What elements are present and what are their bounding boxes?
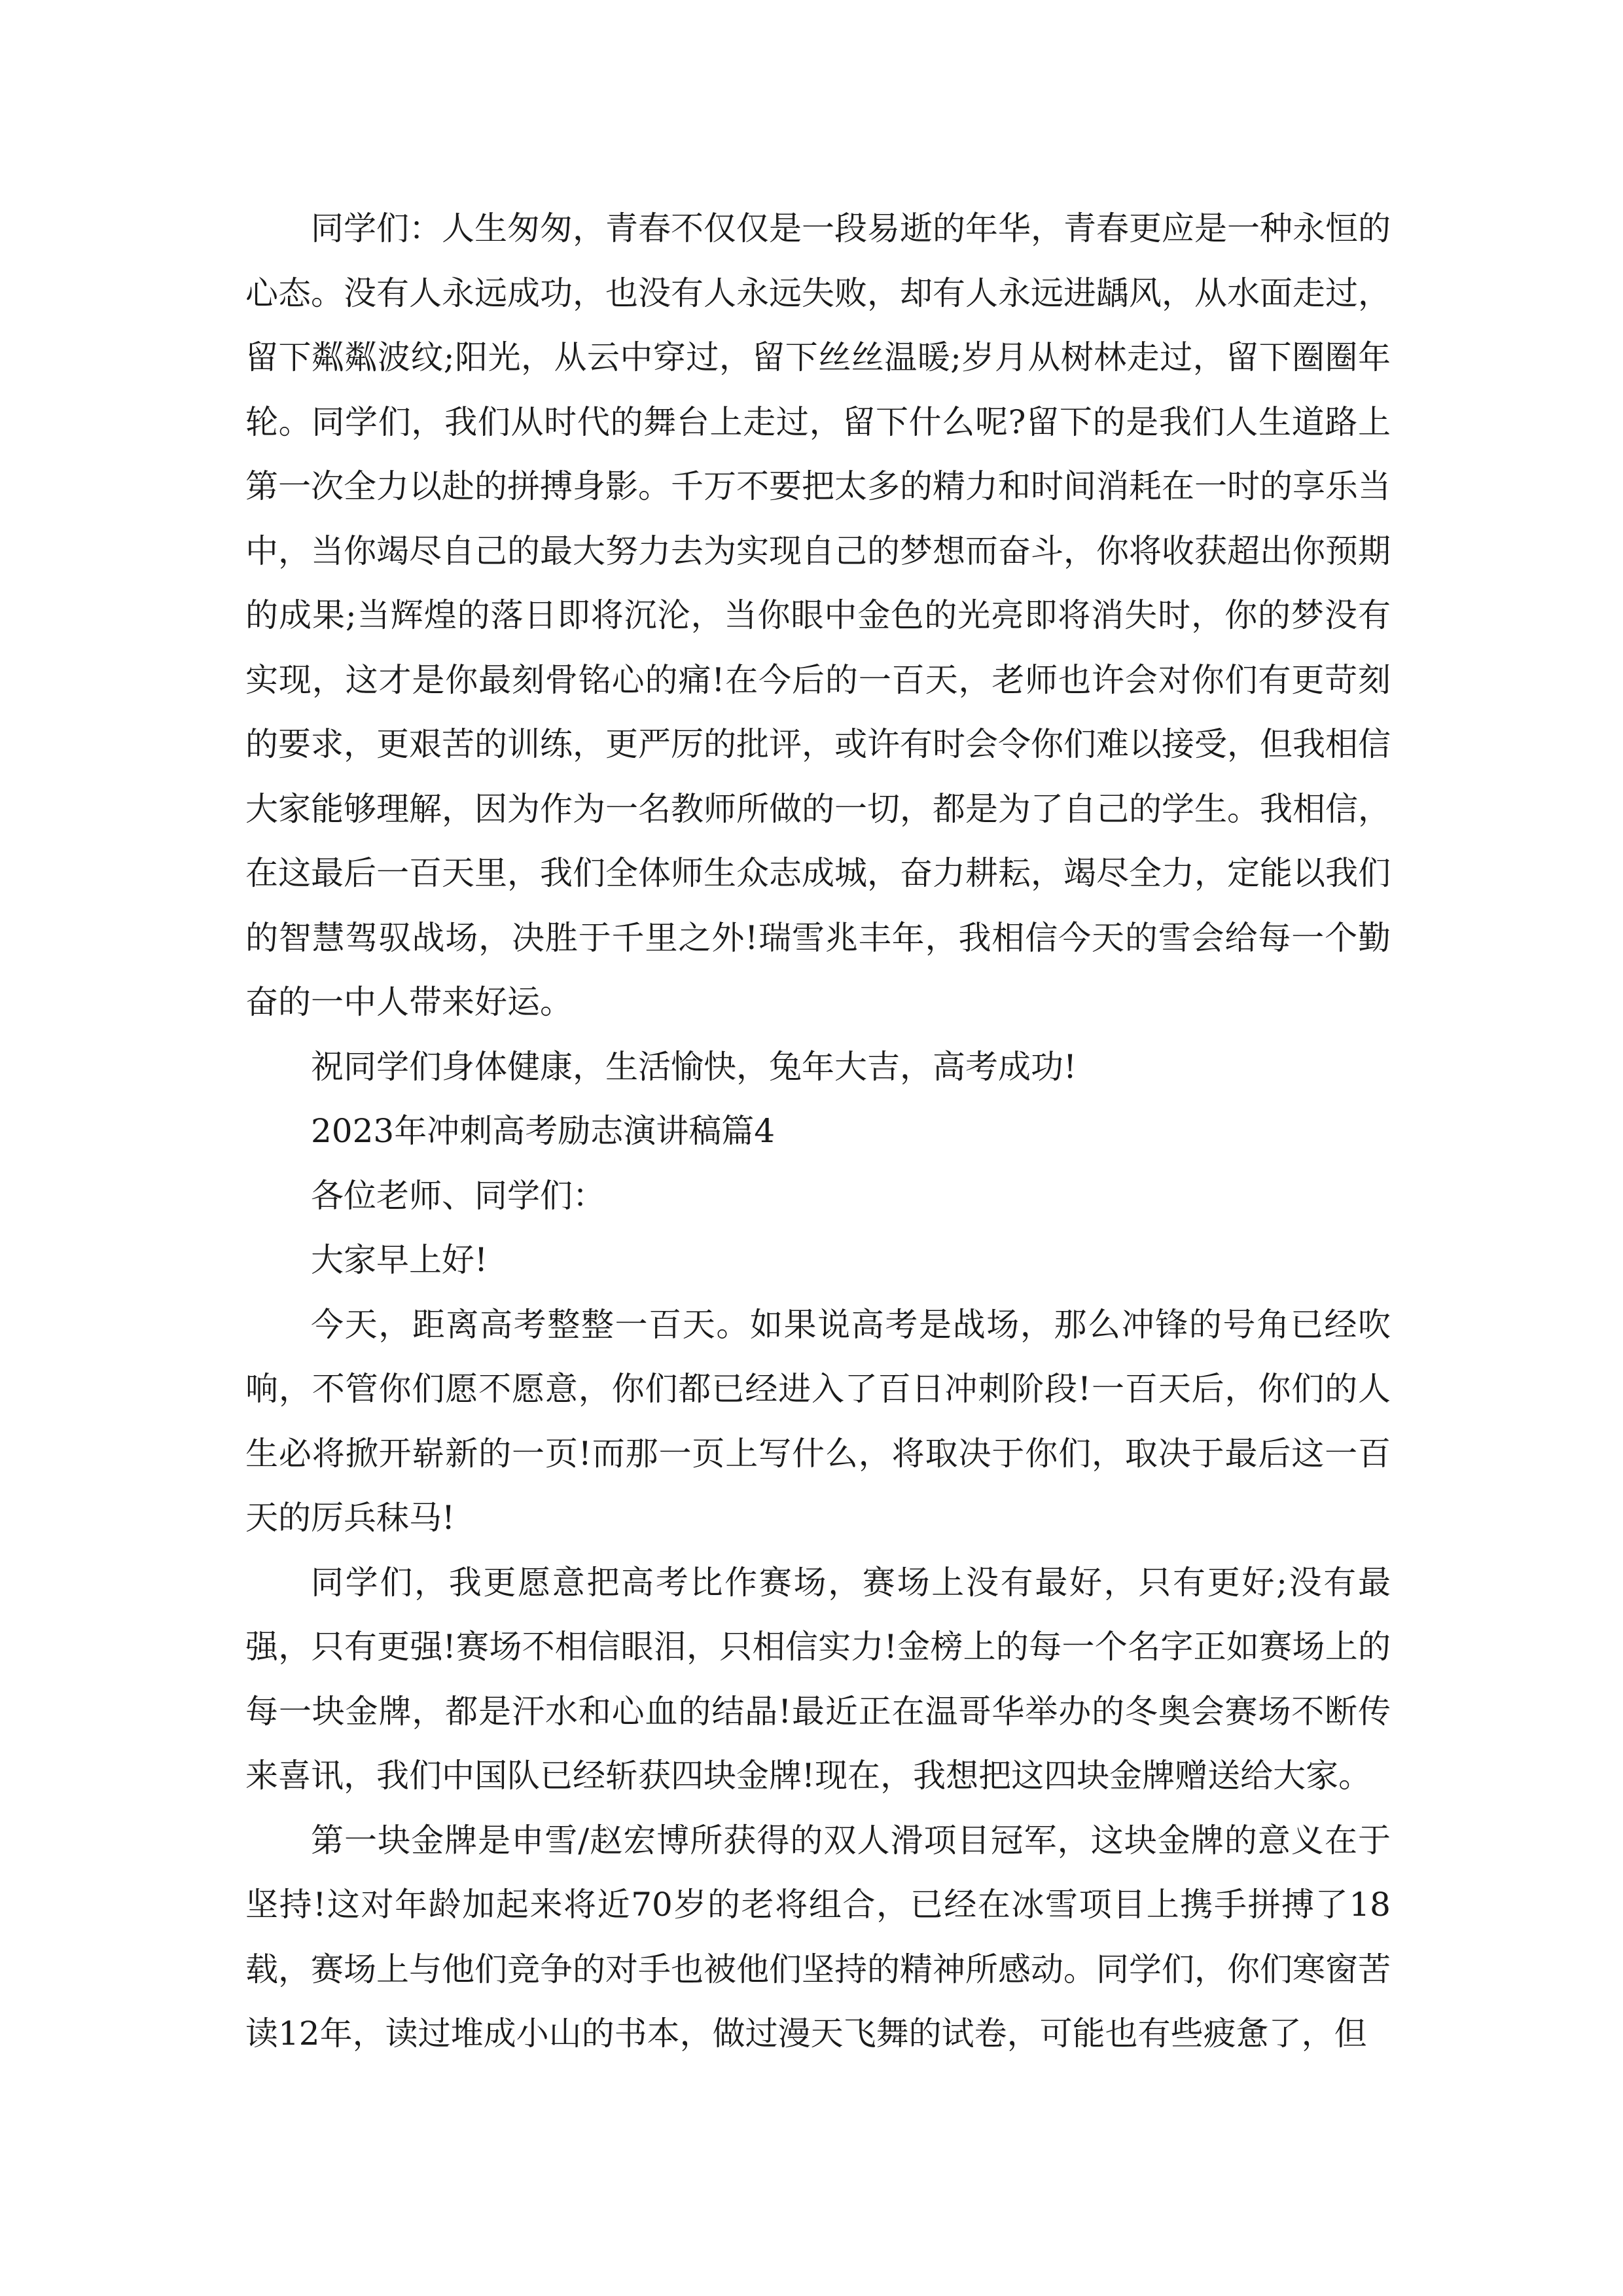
paragraph-arena: 同学们，我更愿意把高考比作赛场，赛场上没有最好，只有更好;没有最强，只有更强!赛场不相信眼泪，只相信实力!金榜上的每一个名字正如赛场上的每一块金牌，都是汗水和心血的结晶!最近正在温哥华举办的冬奥会赛场不断传来喜讯，我们中国队已经斩获四块金牌!现在，我想把这四块金牌赠送给大家。 — [245, 1563, 1391, 1795]
greeting: 大家早上好! — [311, 1241, 488, 1279]
paragraph-students-youth: 同学们：人生匆匆，青春不仅仅是一段易逝的年华，青春更应是一种永恒的心态。没有人永远成功，也没有人永远失败，却有人永远进龋风，从水面走过，留下粼粼波纹;阳光，从云中穿过，留下丝丝温暖;岁月从树林走过，留下圈圈年轮。同学们，我们从时代的舞台上走过，留下什么呢?留下的是我们人生道路上第一次全力以赴的拼搏身影。千万不要把太多的精力和时间消耗在一时的享乐当中，当你竭尽自己的最大努力去为实现自己的梦想而奋斗，你将收获超出你预期的成果;当辉煌的落日即将沉沦，当你眼中金色的光亮即将消失时，你的梦没有实现，这才是你最刻骨铭心的痛!在今后的一百天，老师也许会对你们有更苛刻的要求，更艰苦的训练，更严厉的批评，或许有时会令你们难以接受，但我相信大家能够理解，因为作为一名教师所做的一切，都是为了自己的学生。我相信，在这最后一百天里，我们全体师生众志成城，奋力耕耘，竭尽全力，定能以我们的智慧驾驭战场，决胜于千里之外!瑞雪兆丰年，我相信今天的雪会给每一个勤奋的一中人带来好运。 — [245, 209, 1391, 1021]
paragraph-blessing: 祝同学们身体健康，生活愉快，兔年大吉，高考成功! — [311, 1047, 1077, 1086]
document-body — [245, 196, 1391, 2066]
paragraph-hundred-days: 今天，距离高考整整一百天。如果说高考是战场，那么冲锋的号角已经吹响，不管你们愿不愿意，你们都已经进入了百日冲刺阶段!一百天后，你们的人生必将掀开崭新的一页!而那一页上写什么，将取决于你们，取决于最后这一百天的厉兵秣马! — [245, 1305, 1391, 1537]
paragraph-first-medal: 第一块金牌是申雪/赵宏博所获得的双人滑项目冠军，这块金牌的意义在于坚持!这对年龄加起来将近70岁的老将组合，已经在冰雪项目上携手拼搏了18载，赛场上与他们竞争的对手也被他们坚持的精神所感动。同学们，你们寒窗苦读12年，读过堆成小山的书本，做过漫天飞舞的试卷，可能也有些疲惫了，但 — [245, 1821, 1391, 2053]
section-heading: 2023年冲刺高考励志演讲稿篇4 — [311, 1112, 776, 1150]
salutation: 各位老师、同学们： — [311, 1176, 605, 1215]
